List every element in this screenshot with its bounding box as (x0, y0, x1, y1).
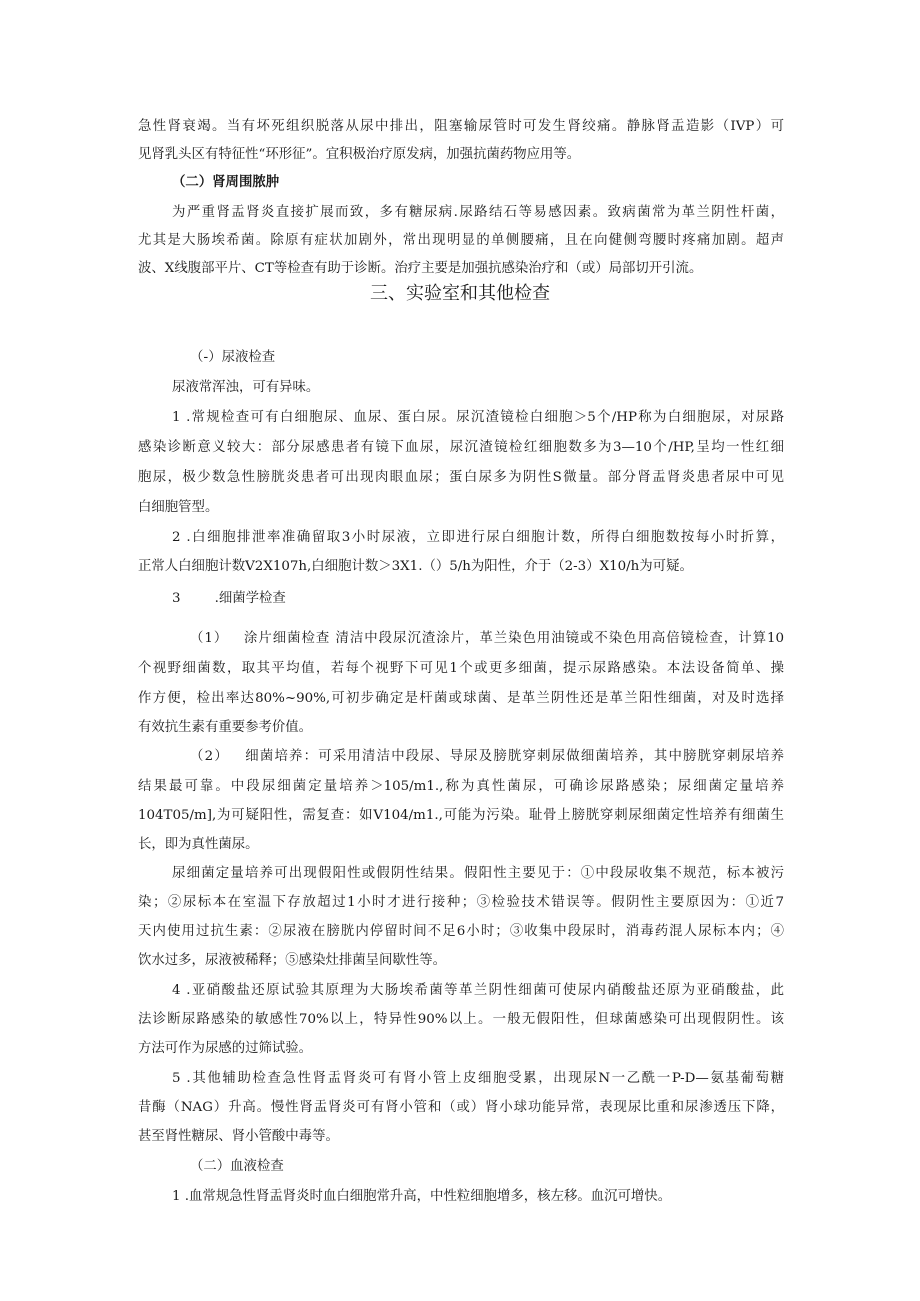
chapter-title: 三、实验室和其他检查 (370, 283, 550, 304)
body-line: 4 .亚硝酸盐还原试验其原理为大肠埃希菌等革兰阴性细菌可使尿内硝酸盐还原为亚硝酸盐，此 (172, 983, 784, 998)
body-line: 尿细菌定量培养可出现假阳性或假阴性结果。假阳性主要见于：①中段尿收集不规范，标本被污 (172, 866, 784, 881)
body-line: 结果最可靠。中段尿细菌定量培养＞105/m1.,称为真性菌尿，可确诊尿路感染；尿细菌定量培养 (138, 779, 784, 794)
body-line: 为严重肾盂肾炎直接扩展而致，多有糖尿病.尿路结石等易感因素。致病菌常为革兰阴性杆菌， (172, 205, 784, 220)
body-line: 1 .血常规急性肾盂肾炎时血白细胞常升高，中性粒细胞增多，核左移。血沉可增快。 (172, 1189, 672, 1204)
body-line: 尿液常浑浊，可有异味。 (172, 380, 320, 395)
body-line: 白细胞管型。 (138, 500, 219, 515)
body-line: 作方便，检出率达80%~90%,可初步确定是杆菌或球菌、是革兰阴性还是革兰阳性细菌，对及时选择 (138, 691, 784, 706)
body-line: （1） 涂片细菌检查 清洁中段尿沉渣涂片，革兰染色用油镜或不染色用高倍镜检查，计算10 (190, 631, 784, 646)
body-line: 2 .白细胞排泄率准确留取3小时尿液，立即进行尿白细胞计数，所得白细胞数按每小时折算， (172, 530, 784, 545)
body-line: 急性肾衰竭。当有坏死组织脱落从尿中排出，阻塞输尿管时可发生肾绞痛。静脉肾盂造影（IVP）可 (138, 119, 784, 134)
body-line: （2） 细菌培养：可采用清洁中段尿、导尿及膀胱穿刺尿做细菌培养，其中膀胱穿刺尿培养 (190, 749, 784, 764)
body-line: 方法可作为尿感的过筛试验。 (138, 1041, 313, 1056)
section-heading-urine-test: （-）尿液检查 (190, 350, 276, 365)
subsection-heading-bacteriology: 3 .细菌学检查 (172, 591, 286, 606)
body-line: 饮水过多，尿液被稀释；⑤感染灶排菌呈间歇性等。 (138, 953, 446, 968)
section-heading-blood-test: （二）血液检查 (190, 1159, 284, 1174)
body-line: 长，即为真性菌尿。 (138, 837, 259, 852)
body-line: 染；②尿标本在室温下存放超过1小时才进行接种；③检验技术错误等。假阴性主要原因为：①近7 (138, 895, 784, 910)
body-line: 甚至肾性糖尿、肾小管酸中毒等。 (138, 1129, 339, 1144)
body-line: 天内使用过抗生素：②尿液在膀胱内停留时间不足6小时；③收集中段尿时，消毒药混人尿标本内；④ (138, 924, 784, 939)
body-line: 1 .常规检查可有白细胞尿、血尿、蛋白尿。尿沉渣镜检白细胞＞5个/HP称为白细胞尿，对尿路 (172, 410, 784, 425)
body-line: 胞尿，极少数急性膀胱炎患者可出现肉眼血尿；蛋白尿多为阴性S微量。部分肾盂肾炎患者尿中可见 (138, 470, 784, 485)
body-line: 尤其是大肠埃希菌。除原有症状加剧外，常出现明显的单侧腰痛，且在向健侧弯腰时疼痛加剧。超声 (138, 233, 784, 248)
body-line: 感染诊断意义较大：部分尿感患者有镜下血尿，尿沉渣镜检红细胞数多为3—10个/HP,呈均一性红细 (138, 440, 784, 455)
body-line: 有效抗生素有重要参考价值。 (138, 720, 313, 735)
body-line: 个视野细菌数，取其平均值，若每个视野下可见1个或更多细菌，提示尿路感染。本法设备简单、操 (138, 661, 784, 676)
body-line: 法诊断尿路感染的敏感性70%以上，特异性90%以上。一般无假阳性，但球菌感染可出现假阴性。该 (138, 1012, 784, 1027)
body-line: 5 .其他辅助检查急性肾盂肾炎可有肾小管上皮细胞受累，出现尿N一乙酰一P-D—氨基葡萄糖 (172, 1071, 784, 1086)
body-line: 104T05/m],为可疑阳性，需复查：如V104/m1.,可能为污染。耻骨上膀胱穿刺尿细菌定性培养有细菌生 (138, 808, 784, 823)
body-line: 昔酶（NAG）升高。慢性肾盂肾炎可有肾小管和（或）肾小球功能异常，表现尿比重和尿渗透压下降， (138, 1100, 784, 1115)
body-line: 见肾乳头区有特征性“环形征”。宜积极治疗原发病，加强抗菌药物应用等。 (138, 147, 581, 162)
body-line: 波、X线腹部平片、CT等检查有助于诊断。治疗主要是加强抗感染治疗和（或）局部切开引流。 (138, 261, 703, 276)
section-heading-perirenal-abscess: （二）肾周围脓肿 (172, 175, 280, 190)
body-line: 正常人白细胞计数V2X107h,白细胞计数＞3X1.（）5/h为阳性，介于（2-3）X10/h为可疑。 (138, 559, 693, 574)
